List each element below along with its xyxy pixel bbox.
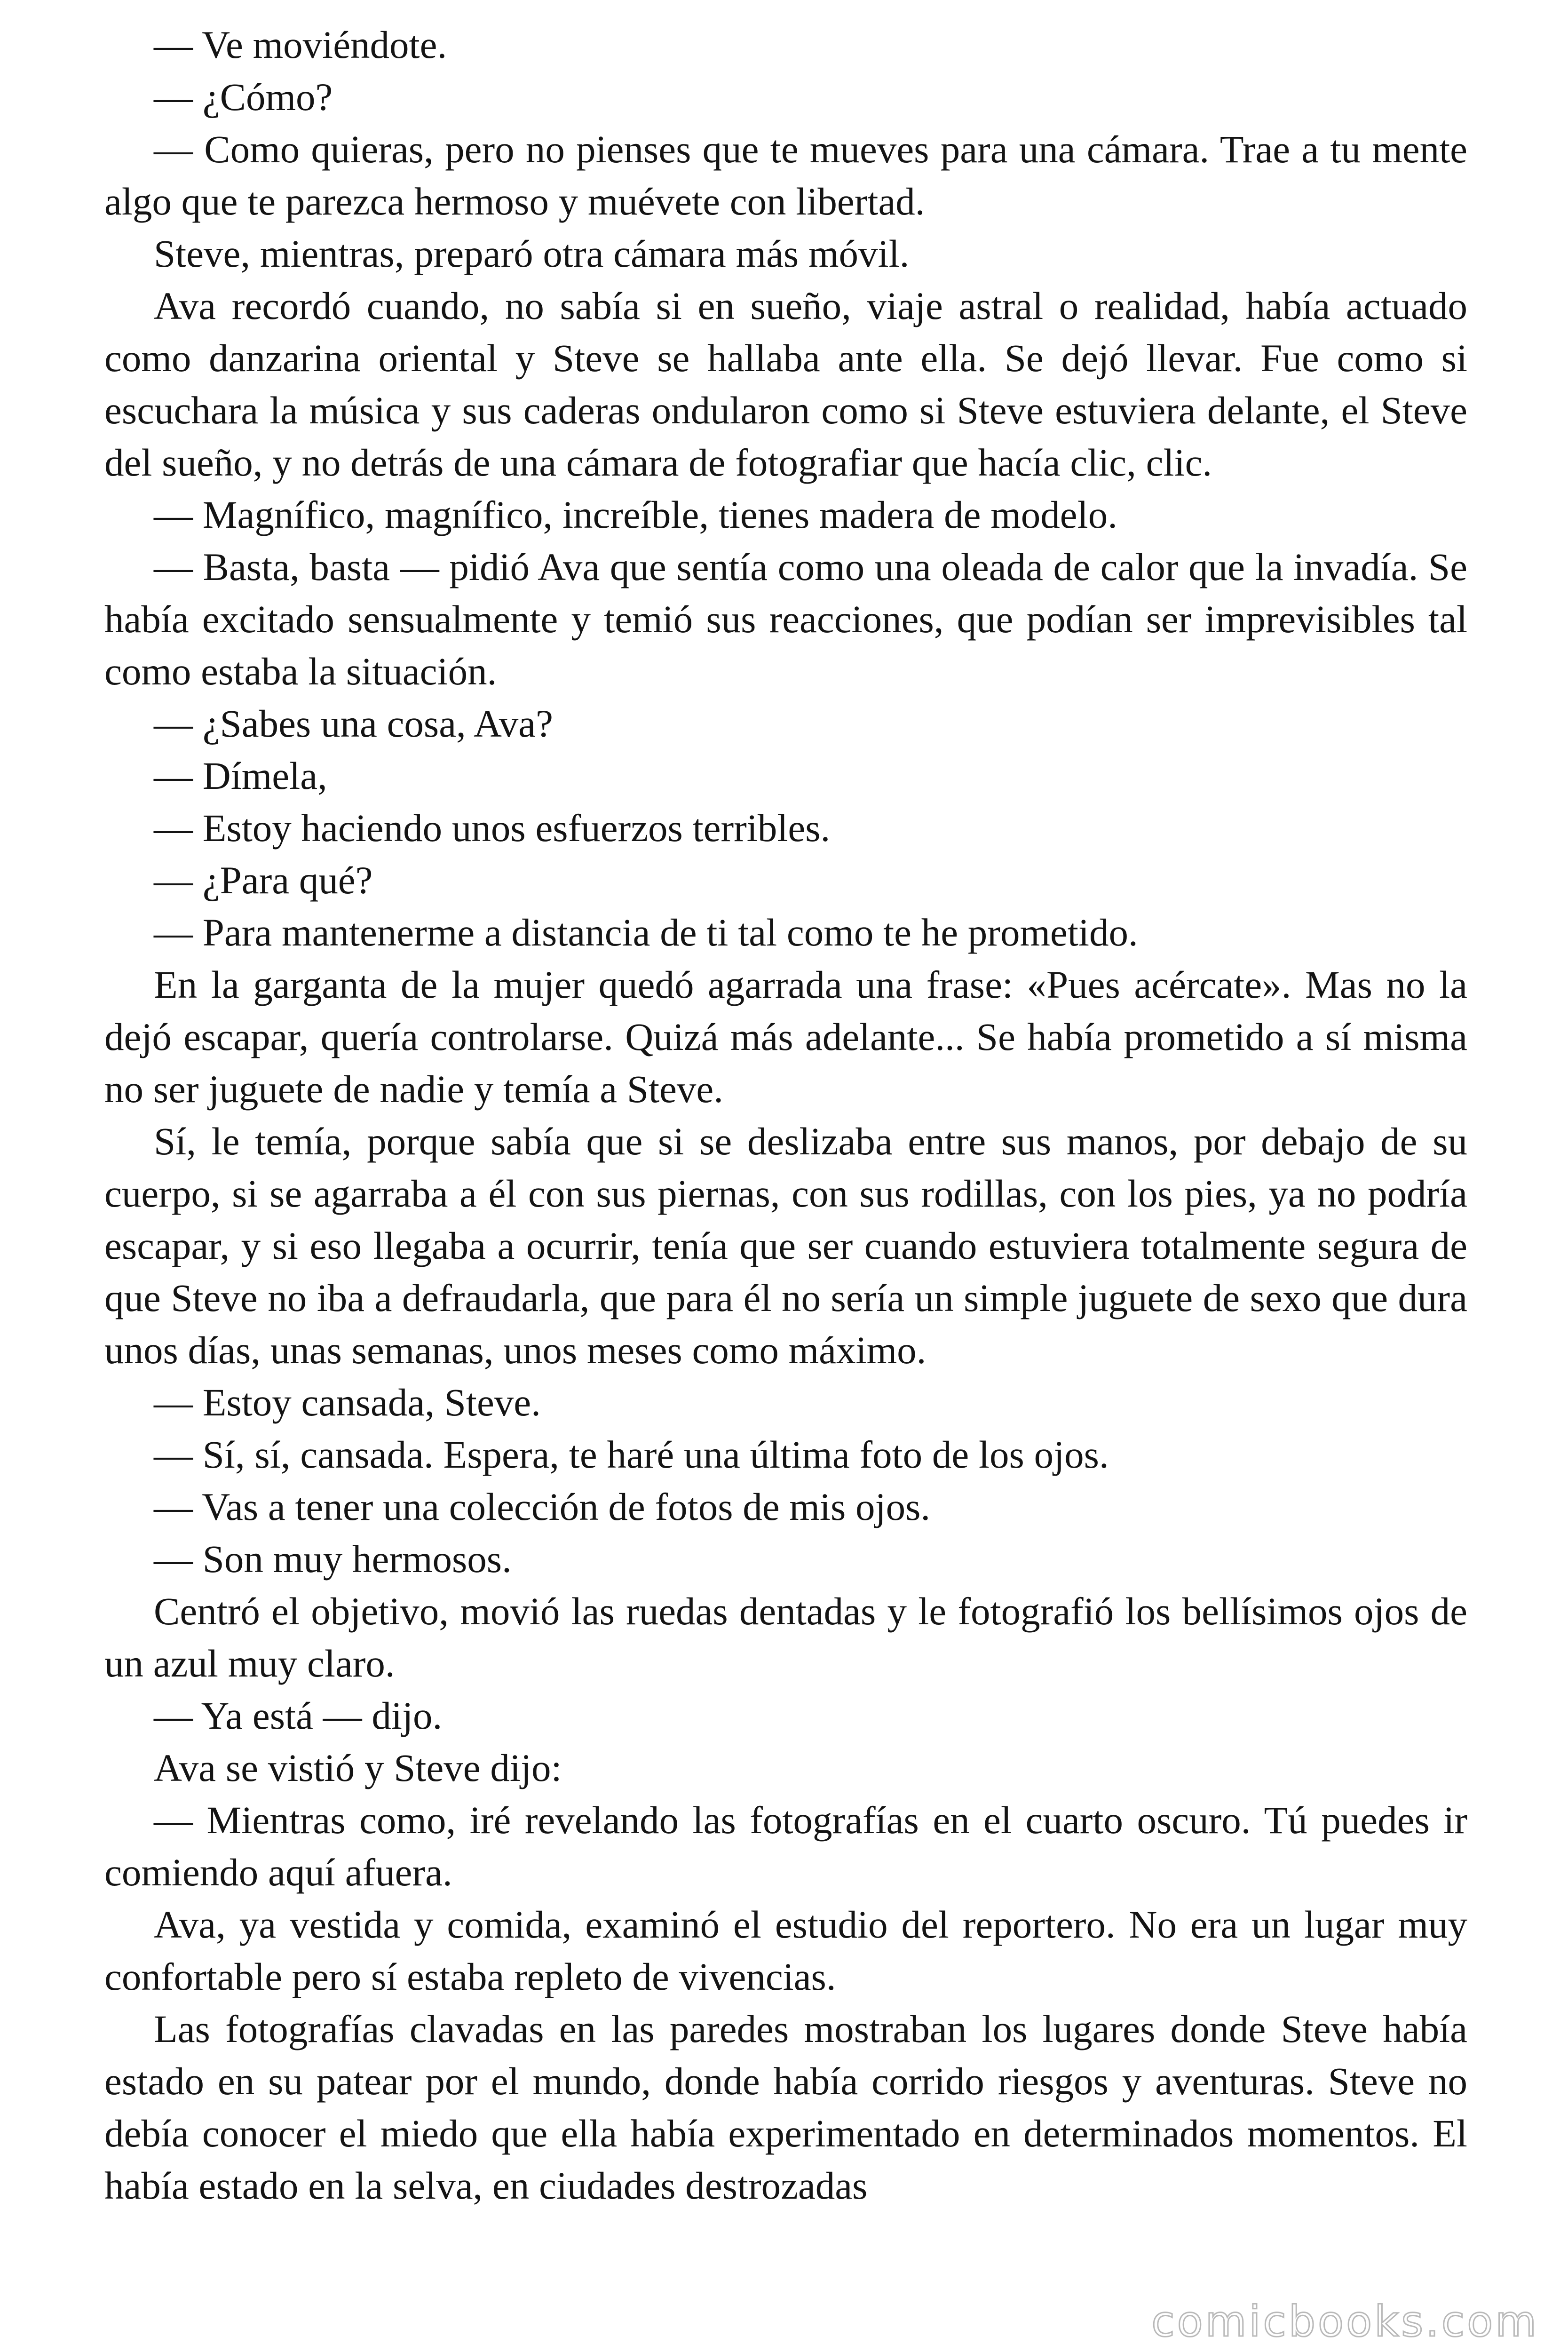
paragraph: — Mientras como, iré revelando las fotografías en el cuarto oscuro. Tú puedes ir comiendo aquí afuera. — [104, 1798, 1467, 1894]
paragraph: — Ya está — dijo. — [154, 1694, 443, 1737]
paragraph: — Estoy cansada, Steve. — [154, 1381, 541, 1424]
watermark-logo: comicbooks.com — [1151, 2297, 1539, 2346]
paragraph: Ava se vistió y Steve dijo: — [154, 1746, 562, 1789]
paragraph: Ava recordó cuando, no sabía si en sueño, viaje astral o realidad, había actuado como danzarina oriental y Steve se hallaba ante ella. Se dejó llevar. Fue como si escuchara la música y sus caderas ondularon como si Steve estuviera delante, el Steve del sueño, y no detrás de una cámara de fotografiar que hacía clic, clic. — [104, 284, 1467, 484]
book-page-text — [104, 19, 1467, 2212]
paragraph: — Ve moviéndote. — [154, 23, 447, 66]
paragraph: — ¿Sabes una cosa, Ava? — [154, 702, 553, 745]
paragraph: — Estoy haciendo unos esfuerzos terribles. — [154, 806, 831, 850]
paragraph: — Basta, basta — pidió Ava que sentía como una oleada de calor que la invadía. Se había excitado sensualmente y temió sus reacciones, que podían ser imprevisibles tal como estaba la situación. — [104, 545, 1467, 693]
paragraph: — Sí, sí, cansada. Espera, te haré una última foto de los ojos. — [154, 1433, 1109, 1476]
paragraph: Las fotografías clavadas en las paredes mostraban los lugares donde Steve había estado en su patear por el mundo, donde había corrido riesgos y aventuras. Steve no debía conocer el miedo que ella había experimentado en determinados momentos. El había estado en la selva, en ciudades destrozadas — [104, 2007, 1467, 2207]
paragraph: Steve, mientras, preparó otra cámara más móvil. — [154, 232, 910, 275]
paragraph: — Magnífico, magnífico, increíble, tienes madera de modelo. — [154, 493, 1117, 536]
paragraph: — ¿Para qué? — [154, 858, 373, 902]
paragraph: Centró el objetivo, movió las ruedas dentadas y le fotografió los bellísimos ojos de un azul muy claro. — [104, 1589, 1467, 1685]
paragraph: Ava, ya vestida y comida, examinó el estudio del reportero. No era un lugar muy confortable pero sí estaba repleto de vivencias. — [104, 1903, 1467, 1998]
paragraph: En la garganta de la mujer quedó agarrada una frase: «Pues acércate». Mas no la dejó escapar, quería controlarse. Quizá más adelante... Se había prometido a sí misma no ser juguete de nadie y temía a Steve. — [104, 963, 1467, 1111]
paragraph: Sí, le temía, porque sabía que si se deslizaba entre sus manos, por debajo de su cuerpo, si se agarraba a él con sus piernas, con sus rodillas, con los pies, ya no podría escapar, y si eso llegaba a ocurrir, tenía que ser cuando estuviera totalmente segura de que Steve no iba a defraudarla, que para él no sería un simple juguete de sexo que dura unos días, unas semanas, unos meses como máximo. — [104, 1120, 1467, 1372]
paragraph: — Como quieras, pero no pienses que te mueves para una cámara. Trae a tu mente algo que te parezca hermoso y muévete con libertad. — [104, 127, 1467, 223]
paragraph: — Vas a tener una colección de fotos de mis ojos. — [154, 1485, 931, 1528]
paragraph: — ¿Cómo? — [154, 75, 333, 119]
paragraph: — Para mantenerme a distancia de ti tal como te he prometido. — [154, 911, 1138, 954]
paragraph: — Son muy hermosos. — [154, 1537, 512, 1581]
paragraph: — Dímela, — [154, 754, 327, 797]
